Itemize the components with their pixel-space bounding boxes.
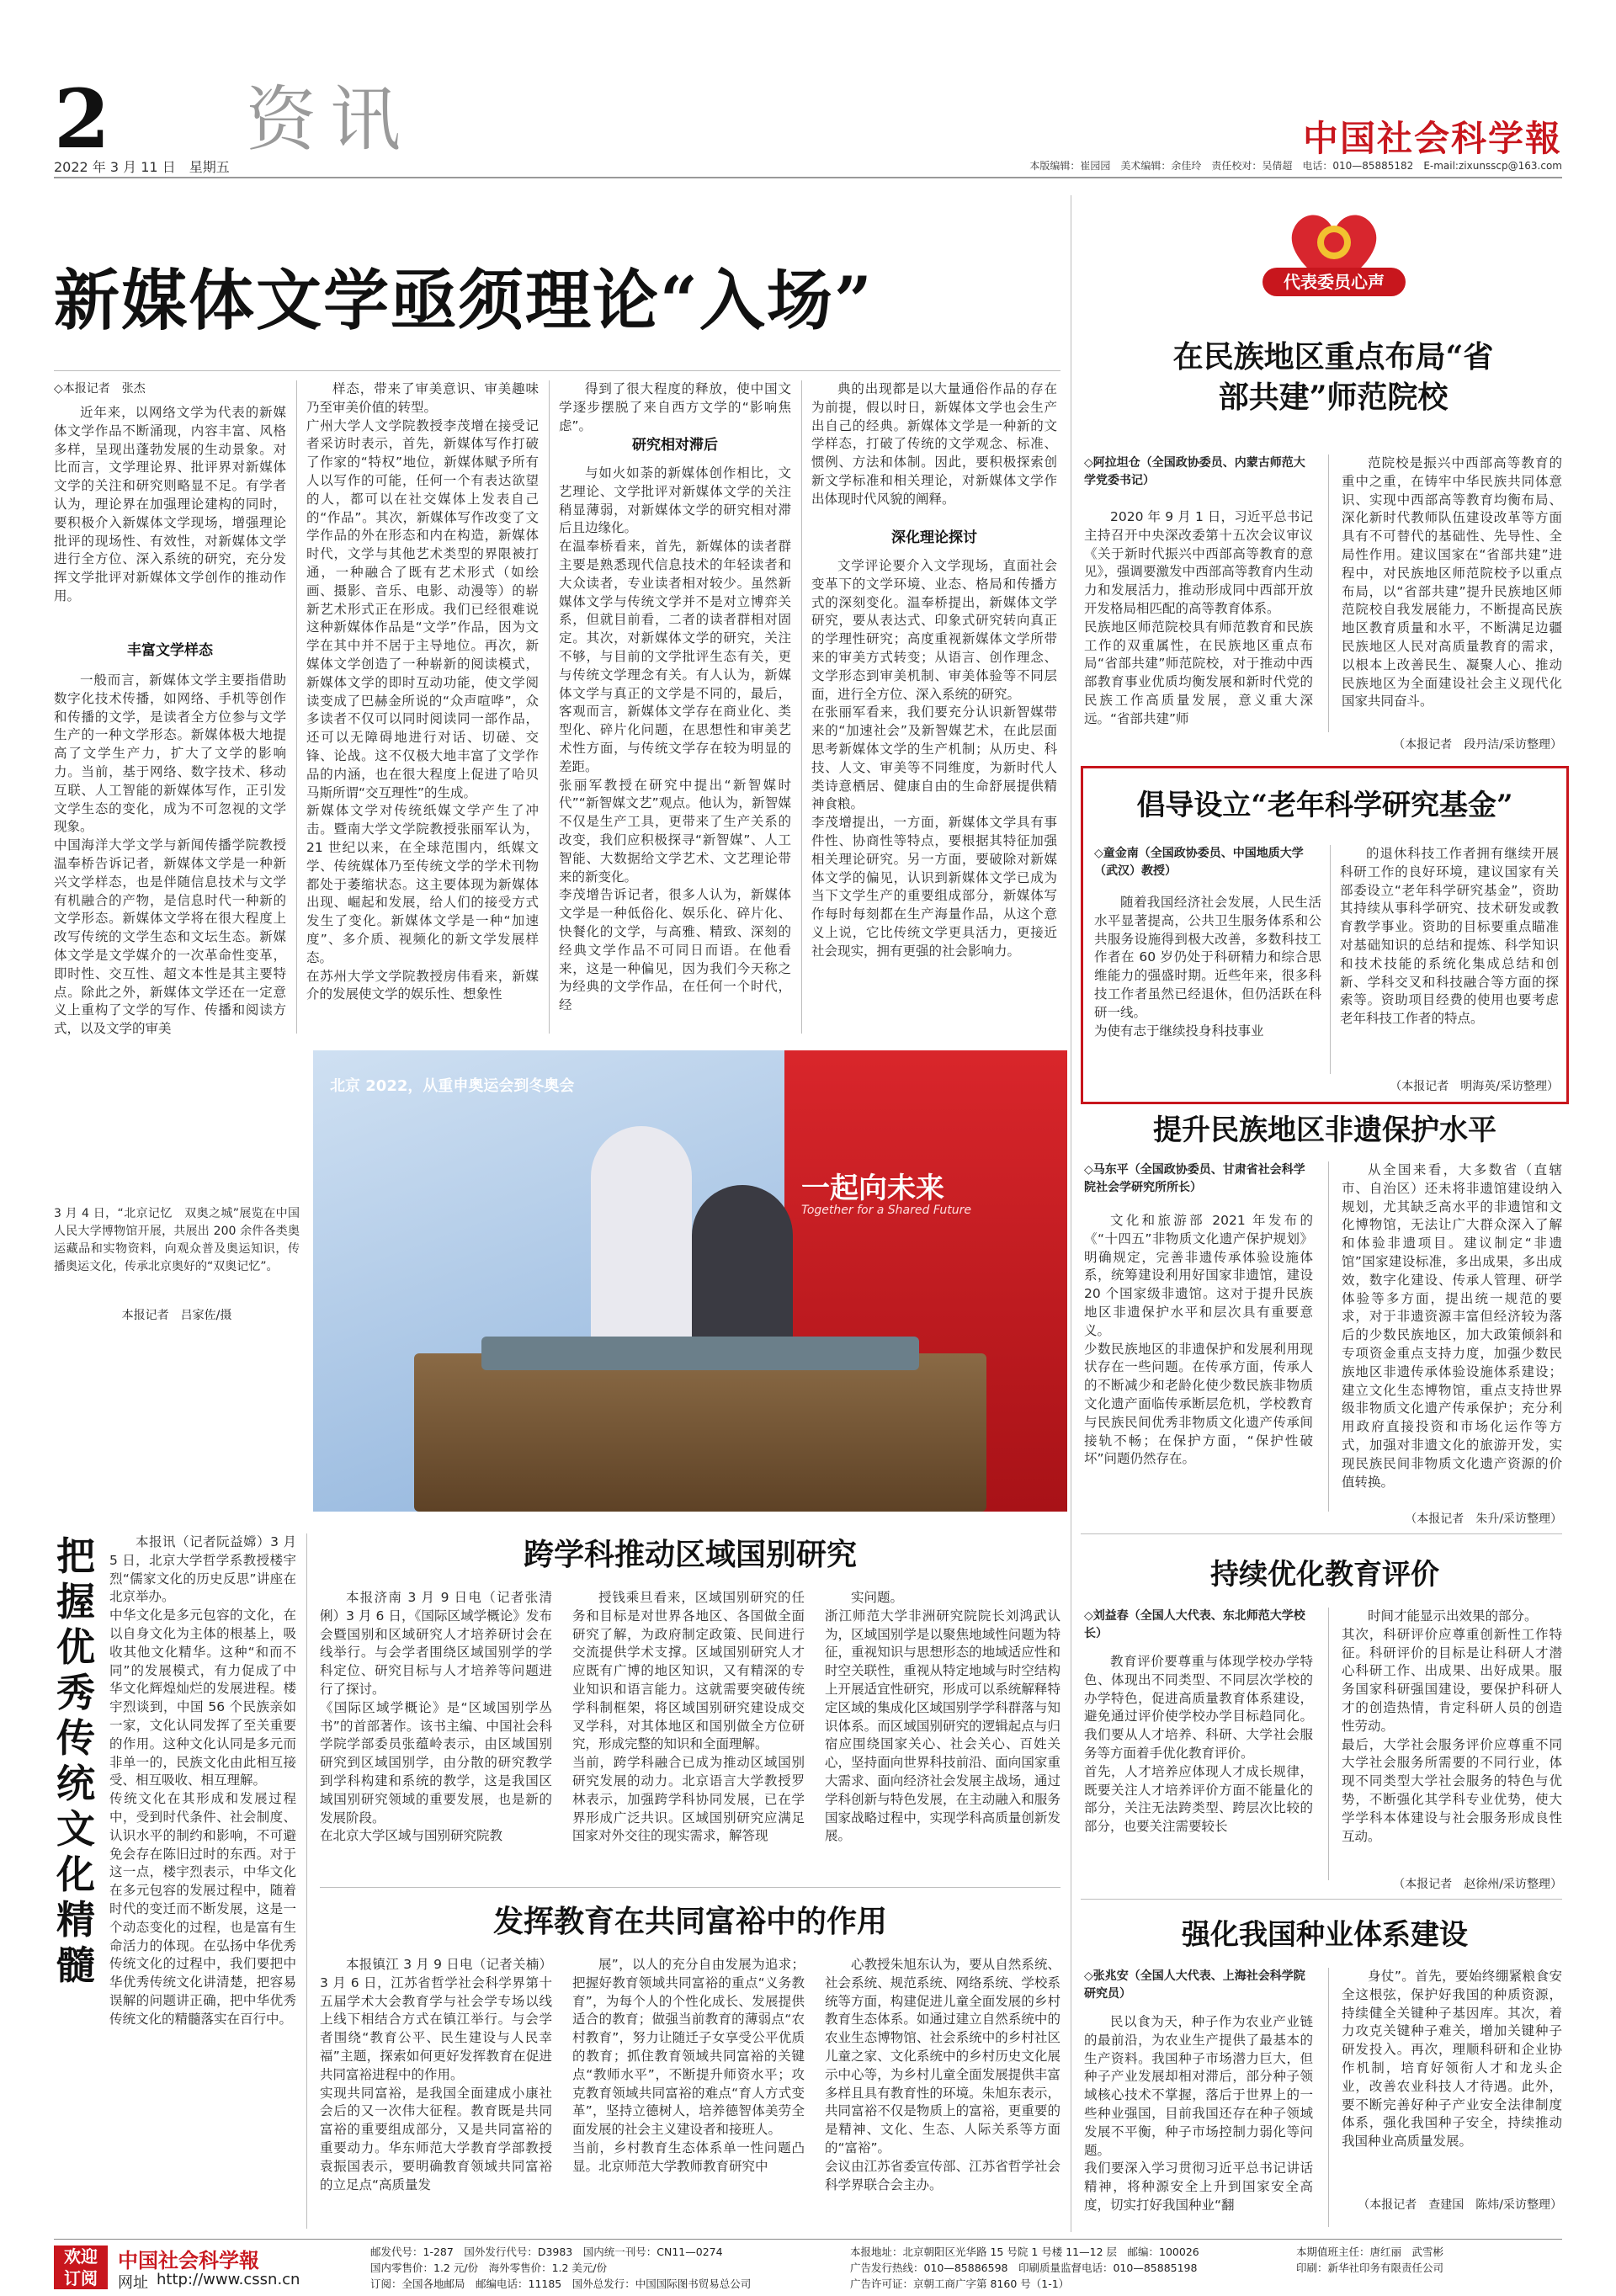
main-subhead-3: 深化理论探讨: [891, 529, 977, 546]
col-divider: [1328, 1161, 1329, 1512]
right2-col1: 随着我国经济社会发展，人民生活水平显著提高，公共卫生服务体系和公共服务设施得到极大改善，多数科技工作者在 60 岁仍处于科研精力和综合思维能力的强盛时期。近些年来，很多科技工作者虽然已经退休，但仍活跃在科研一线。 为使有志于继续投身科技事业: [1094, 895, 1321, 1039]
right2-title: 倡导设立“老年科学研究基金”: [1136, 789, 1513, 822]
photo-banner-left: 北京 2022，从重申奥运会到冬奥会: [330, 1077, 575, 1095]
section-title: 资讯: [246, 78, 415, 161]
footer-url[interactable]: http://www.cssn.cn: [157, 2271, 300, 2288]
main-col4-p1: 典的出现都是以大量通俗作品的存在为前提，假以时日，新媒体文学也会生产出自己的经典。新媒体文学是一种新的文学样态，打破了传统的文学观念、标准、惯例、方法和体制。因此，要积极探索创新文学标准和相关理论，对新媒体文学作出体现时代风貌的阐释。: [811, 381, 1057, 507]
right4-title: 持续优化教育评价: [1210, 1558, 1439, 1592]
right3-col2: 从全国来看，大多数省（直辖市、自治区）还未将非遗馆建设纳入规划，尤其缺乏高水平的非遗馆和文化博物馆，无法让广大群众深入了解和体验非遗项目。建议制定“非遗馆”国家建设标准，多出成果，多出成效，数字化建设、传承人管理、研学体验等多方面，提出统一规范的要求，对于非遗资源丰富但经济较为落后的少数民族地区，加大政策倾斜和专项资金重点支持力度，加强少数民族地区非遗传承体验设施体系建设；建立文化生态博物馆，重点支持世界级非物质文化遗产传承保护；充分利用政府直接投资和市场化运作等方式，加强对非遗文化的旅游开发，实现民族民间非物质文化遗产资源的价值转换。: [1342, 1162, 1562, 1490]
right1-credit: （本报记者 段丹洁/采访整理）: [1393, 738, 1562, 752]
mid2-title: 发挥教育在共同富裕中的作用: [492, 1904, 887, 1939]
footer-line: 本期值班主任：唐红丽 武雪彬: [1296, 2246, 1444, 2258]
mid2-col2: 展”，以人的充分自由发展为追求；把握好教育领域共同富裕的重点“义务教育”，为每个人的个性化成长、发展提供适合的教育；做强当前教育的薄弱点“农村教育”，努力让随迁子女享受公平优质的教育；抓住教育领域共同富裕的关键点“教师水平”，不断提升师资水平；攻克教育领域共同富裕的难点“育人方式变革”，坚持立德树人，培养德智体美劳全面发展的社会主义建设者和接班人。 当前，乡村教育生态体系单一性问题凸显。北京师范大学教师教育研究中: [572, 1957, 805, 2174]
paper-logo: 中国社会科学報: [1302, 118, 1562, 159]
footer-url-label: 网址: [118, 2274, 148, 2292]
photo-banner-right: 一起向未来: [801, 1172, 944, 1205]
main-col1-p2: 一般而言，新媒体文学主要指借助数字化技术传播，如网络、手机等创作和传播的文学，是读者全方位参与文学生产的一种文学形态。新媒体极大地提高了文学生产力，扩大了文学的影响力。当前，基于网络、数字技术、移动互联、人工智能的新媒体写作，正引发文学生态的变化，成为不可忽视的文学现象。 中国海洋大学文学与新闻传播学院教授温奉桥告诉记者，新媒体文学是一种新兴文学样态，也是伴随信息技术与文学有机融合的产物，是信息时代一种新的文学形态。新媒体文学将在很大程度上改写传统的文学生态和文坛生态。新媒体文学是文学媒介的一次革命性变革，即时性、交互性、超文本性是其主要特点。除此之外，新媒体文学还在一定意义上重构了文学的写作、传播和阅读方式，以及文学的审美: [54, 672, 286, 1037]
side-title: 把握优秀传统文化精髓: [56, 1533, 95, 1988]
footer-line: 订阅：全国各地邮局 邮编电话：11185 国外总发行：中国国际图书贸易总公司: [370, 2277, 752, 2290]
footer-col3: [1296, 2244, 1562, 2276]
main-subhead-2: 研究相对滞后: [632, 437, 718, 454]
mid1-title: 跨学科推动区域国别研究: [523, 1537, 857, 1572]
issue-date: 2022 年 3 月 11 日 星期五: [54, 159, 230, 175]
mid2-col3: 心教授朱旭东认为，要从自然系统、社会系统、规范系统、网络系统、学校系统等方面，构建促进儿童全面发展的乡村教育生态体系。如通过建立自然系统中的农业生态博物馆、社会系统中的乡村社区儿童之家、文化系统中的乡村历史文化展示中心等，为乡村儿童全面发展提供丰富多样且具有教育性的环境。朱旭东表示，共同富裕不仅是物质上的富裕，更重要的是精神、文化、生态、人际关系等方面的“富裕”。 会议由江苏省委宣传部、江苏省哲学社会科学界联合会主办。: [825, 1957, 1060, 2192]
side-text: 本报讯（记者阮益嫦）3 月 5 日，北京大学哲学系教授楼宇烈“儒家文化的历史反思”讲座在北京举办。 中华文化是多元包容的文化，在以自身文化为主体的根基上，吸收其他文化精华。这种“和而不同”的发展模式，有力促成了中华文化辉煌灿烂的发展进程。楼宇烈谈到，中国 56 个民族亲如一家，文化认同发挥了至关重要的作用。这种文化认同是多元而非单一的，民族文化由此相互接受、相互吸收、相互理解。 传统文化在其形成和发展过程中，受到时代条件、社会制度、认识水平的制约和影响，不可避免会存在陈旧过时的东西。对于这一点，楼宇烈表示，中华文化在多元包容的发展过程中，随着时代的变迁而不断发展，这是一个动态变化的过程，也是富有生命活力的体现。在弘扬中华优秀传统文化的过程中，我们要把中华优秀传统文化讲清楚，把容易误解的问题讲正确，把中华优秀传统文化的精髓落实在百行中。: [109, 1534, 296, 2027]
mid1-col3: 实问题。 浙江师范大学非洲研究院院长刘鸿武认为，区域国别学是以聚焦地域性问题为特征，重视知识与思想形态的地域适应性和时空关联性，重视从特定地域与时空结构上开展适宜性研究，形成可以系统解释特定区域的集成化区域国别学学科群落与知识体系。而区域国别研究的逻辑起点与归宿应围绕国家关心、社会关心、百姓关心，坚持面向世界科技前沿、面向国家重大需求、面向经济社会发展主战场，通过学科创新与特色发展，在主动融入和服务国家战略过程中，实现学科高质量创新发展。: [825, 1590, 1060, 1844]
footer-line: 邮发代号：1-287 国外发行代号：D3983 国内统一刊号：CN11—0274: [370, 2246, 723, 2258]
right4-credit: （本报记者 赵徐州/采访整理）: [1393, 1878, 1562, 1891]
display-cabinet: [414, 1353, 986, 1512]
footer-line: 本报地址：北京朝阳区光华路 15 号院 1 号楼 11—12 层 邮编：100026: [850, 2246, 1199, 2258]
right5-col1: 民以食为天，种子作为农业产业链的最前沿，为农业生产提供了最基本的生产资料。我国种子市场潜力巨大，但种子产业发展却相对滞后，部分种子领域核心技术不掌握，落后于世界上的一些种业强国，目前我国还存在种子领域发展不平衡，种子市场控制力弱化等问题。 我们要深入学习贯彻习近平总书记讲话精神，将种源安全上升到国家安全高度，切实打好我国种业“翻: [1084, 2014, 1313, 2213]
headline-rule: [54, 370, 1060, 371]
right3-col1: 文化和旅游部 2021 年发布的《“十四五”非物质文化遗产保护规划》明确规定，完善非遗传承体验设施体系，统筹建设利用好国家非遗馆，建设 20 个国家级非遗馆。这对于提升民族地区非遗保护水平和层次具有重要意义。 少数民族地区的非遗保护和发展利用现状存在一些问题。在传承方面，传承人的不断减少和老龄化使少数民族非物质文化遗产面临传承断层危机，学校教育与民族民间优秀非物质文化遗产传承间接轨不畅；在保护方面，“保护性破坏”问题仍然存在。: [1084, 1213, 1313, 1467]
col-divider: [549, 380, 550, 1034]
main-col4-p2: 文学评论要介入文学现场，直面社会变革下的文学环境、业态、格局和传播方式的深刻变化。温奉桥提出，新媒体文学研究，要从表达式、印象式研究转向真正的学理性研究；高度重视新媒体文学所带来的审美方式转变；从语言、创作理念、文学形态到审美机制、审美体验等不同层面，进行全方位、深入系统的研究。 在张丽军看来，我们要充分认识新智媒带来的“加速社会”及新智媒艺术，在此层面思考新媒体文学的生产机制；从历史、科技、人文、审美等不同维度，为新时代人类诗意栖居、健康自由的生命舒展提供精神食粮。 李茂增提出，一方面，新媒体文学具有事件性、协商性等特点，要根据其特征加强相关理论研究。另一方面，要破除对新媒体文学的偏见，认识到新媒体文学已成为当下文学生产的重要组成部分，新媒体写作每时每刻都在生产海量作品，从这个意义上说，它比传统文学更具活力，更接近社会现实，拥有更强的社会影响力。: [811, 558, 1057, 959]
col-divider: [1328, 1968, 1329, 2227]
main-headline: 新媒体文学亟须理论“入场”: [54, 263, 874, 339]
right4-col2: 时间才能显示出效果的部分。 其次，科研评价应尊重创新性工作特征。科研评价的目标是让科研人才潜心科研工作、出成果、出好成果。服务国家科研强国建设，要保护科研人才的创造热情，肯定科研人员的创造性劳动。 最后，大学社会服务评价应尊重不同大学社会服务所需要的不同行业，体现不同类型大学社会服务的特色与优势，不断强化其学科专业优势，使大学学科本体建设与社会服务形成良性互动。: [1342, 1608, 1562, 1844]
mid2-col1: 本报镇江 3 月 9 日电（记者关楠）3 月 6 日，江苏省哲学社会科学界第十五届学术大会教育学与社会学专场以线上线下相结合方式在镇江举行。与会学者围绕“教育公平、民生建设与人民幸福”主题，探索如何更好发挥教育在促进共同富裕进程中的作用。 实现共同富裕，是我国全面建成小康社会后的又一次伟大征程。教育既是共同富裕的重要组成部分，又是共同富裕的重要动力。华东师范大学教育学部教授袁振国表示，要明确教育领域共同富裕的立足点“高质量发: [320, 1957, 552, 2192]
col-divider: [1328, 1608, 1329, 1880]
right4-byline: ◇刘益春（全国人大代表、东北师范大学校长）: [1084, 1609, 1305, 1640]
right2-byline: ◇童金南（全国政协委员、中国地质大学（武汉）教授）: [1094, 847, 1304, 878]
footer-paper: 中国社会科学報: [118, 2248, 259, 2272]
right2-col2: 的退休科技工作者拥有继续开展科研工作的良好环境，建议国家有关部委设立“老年科学研究基金”，资助其持续从事科学研究、技术研发或教育教学事业。资助的目标要重点瞄准对基础知识的总结和提炼、科学知识和技术技能的系统化集成总结和创新、学科交叉和科技融合等方面的探索等。资助项目经费的使用也要考虑老年科技工作者的特点。: [1340, 846, 1559, 1027]
col-divider: [801, 380, 802, 1034]
badge-label: 代表委员心声: [1262, 268, 1406, 296]
main-byline: ◇本报记者 张杰: [54, 382, 146, 396]
right3-credit: （本报记者 朱升/采访整理）: [1405, 1512, 1562, 1526]
right5-byline: ◇张兆安（全国人大代表、上海社会科学院研究员）: [1084, 1969, 1305, 2001]
section-rule: [320, 1887, 1060, 1888]
footer-line: 国内零售价：1.2 元/份 海外零售价：1.2 美元/份: [370, 2261, 608, 2274]
main-col3-p1: 得到了很大程度的释放，使中国文学逐步摆脱了来自西方文学的“影响焦虑”。: [559, 381, 791, 433]
right5-credit: （本报记者 查建国 陈炜/采访整理）: [1358, 2198, 1562, 2212]
right2-credit: （本报记者 明海英/采访整理）: [1390, 1080, 1559, 1093]
main-col1-p1: 近年来，以网络文学为代表的新媒体文学作品不断涌现，内容丰富、风格多样，呈现出蓬勃发展的生动景象。对比而言，文学理论界、批评界对新媒体文学的关注和研究则略显不足。有学者认为，理论界在加强理论建构的同时，要积极介入新媒体文学现场，增强理论批评的现场性、有效性，对新媒体文学进行全方位、深入系统的研究，充分发挥文学批评对新媒体文学创作的推动作用。: [54, 405, 286, 603]
footer-welcome: 欢迎订阅: [54, 2246, 108, 2289]
col-divider: [1328, 454, 1329, 732]
right4-col1: 教育评价要尊重与体现学校办学特色、体现出不同类型、不同层次学校的办学特色，促进高质量教育体系建设，避免通过评价使学校办学目标趋同化。我们要从人才培养、科研、大学社会服务等方面着手优化教育评价。 首先，人才培养应体现人才成长规律，既要关注人才培养评价方面不能量化的部分，关注无法跨类型、跨层次比较的部分，也要关注需要较长: [1084, 1654, 1313, 1835]
footer-rule: [54, 2239, 1562, 2240]
mid1-col2: 授钱乘旦看来，区域国别研究的任务和目标是对世界各地区、各国做全面研究了解，为政府制定政策、民间进行交流提供学术支撑。区域国别研究人才应既有广博的地区知识，又有精深的专业知识和语言能力。这就需要突破传统学科制框架，将区域国别研究建设成交叉学科，对其体地区和国别做全方位研究，形成完整的知识和全面理解。 当前，跨学科融合已成为推动区域国别研究发展的动力。北京语言大学教授罗林表示，加强跨学科协同发展，已在学界形成广泛共识。区域国别研究应满足国家对外交往的现实需求，解答现: [572, 1590, 805, 1844]
right1-col1: 2020 年 9 月 1 日，习近平总书记主持召开中央深改委第十五次会议审议《关于新时代振兴中西部高等教育的意见》，强调要激发中西部高等教育内生动力和发展活力，推动形成同中西部开放开发格局相匹配的高等教育体系。 民族地区师范院校具有师范教育和民族工作的双重属性，在民族地区重点布局“省部共建”师范院校，对于推动中西部教育事业优质均衡发展和新时代党的民族工作高质量发展，意义重大深远。“省部共建”师: [1084, 509, 1313, 726]
right1-title: 在民族地区重点布局“省部共建”师范院校: [1172, 339, 1494, 415]
main-col3-p2: 与如火如荼的新媒体创作相比，文艺理论、文学批评对新媒体文学的关注稍显薄弱，对新媒体文学的研究相对滞后且边缘化。 在温奉桥看来，首先，新媒体的读者群主要是熟悉现代信息技术的年轻读者和大众读者，专业读者相对较少。虽然新媒体文学与传统文学并不是对立博弈关系，但就目前看，二者的读者群相对固定。其次，对新媒体文学的研究，关注不够，与目前的文学批评生态有关，更与传统文学理念有关。有人认为，新媒体文学与真正的文学是不同的，最后，客观而言，新媒体文学存在商业化、类型化、碎片化问题，在思想性和审美艺术性方面，与传统文学存在较为明显的差距。 张丽军教授在研究中提出“新智媒时代”“新智媒文艺”观点。他认为，新智媒不仅是生产工具，更带来了生产关系的改变，我们应积极探寻“新智媒”、人工智能、大数据给文学艺术、文艺理论带来的新变化。 李茂增告诉记者，很多人认为，新媒体文学是一种低俗化、娱乐化、碎片化、快餐化的文学，与高雅、精致、深刻的经典文学作品不可同日而语。在他看来，这是一种偏见，因为我们今天称之为经典的文学作品，在任何一个时代，经: [559, 465, 791, 1013]
photo-caption: 3 月 4 日，“北京记忆 双奥之城”展览在中国人民大学博物馆开展，共展出 200 余件各类奥运藏品和实物资料，向观众普及奥运知识，传播奥运文化，传承北京奥好的“双奥记忆”。: [54, 1207, 300, 1273]
right1-byline: ◇阿拉坦仓（全国政协委员、内蒙古师范大学党委书记）: [1084, 456, 1305, 487]
section-rule: [1081, 1899, 1562, 1900]
right5-col2: 身仗”。首先，要始终绷紧粮食安全这根弦，保护好我国的种质资源，持续健全关键种子基因库。其次，着力攻克关键种子难关，增加关键种子研发投入。再次，理顺科研和企业协作机制，培育好领衔人才和龙头企业，改善农业科技人才待遇。此外，要不断完善好种子产业安全法律制度体系，强化我国种子安全，持续推动我国种业高质量发展。: [1342, 1969, 1562, 2150]
photo-banner-right-en: Together for a Shared Future: [801, 1204, 971, 1217]
footer-line: 印刷：新华社印务有限责任公司: [1296, 2261, 1444, 2274]
mid1-col1: 本报济南 3 月 9 日电（记者张清俐）3 月 6 日，《国际区域学概论》发布会暨国别和区域研究人才培养研讨会在线举行。与会学者围绕区域国别学的学科定位、研究目标与人才培养等问题进行了探讨。 《国际区域学概论》是“区域国别学丛书”的首部著作。该书主编、中国社会科学院学部委员张蕴岭表示，由区域国别研究到区域国别学，由分散的研究教学到学科构建和系统的教学，这是我国区域国别研究领域的重要发展，也是新的发展阶段。 在北京大学区域与国别研究院教: [320, 1590, 552, 1844]
main-subhead-1: 丰富文学样态: [127, 642, 213, 659]
main-col2: 样态，带来了审美意识、审美趣味乃至审美价值的转型。 广州大学人文学院教授李茂增在接受记者采访时表示，首先，新媒体写作打破了作家的“特权”地位，新媒体赋予所有人以写作的可能，任何一个有表达欲望的人，都可以在社交媒体上发表自己的“作品”。其次，新媒体写作改变了文学作品的外在形态和内在构造，新媒体时代，文学与其他艺术类型的界限被打通，一种融合了既有艺术形式（如绘画、摄影、音乐、电影、动漫等）的崭新艺术形式正在形成。我们已经很难说这种新媒体作品是“文学”作品，因为文学在其中并不居于主导地位。再次，新媒体文学创造了一种崭新的阅读模式，新媒体文学的即时互动功能，使文学阅读变成了巴赫金所说的“众声喧哗”，众多读者不仅可以同时阅读同一部作品，还可以无障碍地进行对话、切磋、交锋、论战。这不仅极大地丰富了文学作品的内涵，也在很大程度上促进了哈贝马斯所谓“交互理性”的生成。 新媒体文学对传统纸媒文学产生了冲击。暨南大学文学院教授张丽军认为，21 世纪以来，在全球范围内，纸媒文学、传统媒体乃至传统文学的学术刊物都处于萎缩状态。这主要体现为新媒体出现、崛起和发展，给人们的接受方式发生了变化。新媒体文学是一种“加速度”、多介质、视频化的新文学发展样态。 在苏州大学文学院教授房伟看来，新媒介的发展使文学的娱乐性、想象性: [306, 381, 539, 1002]
page-number: 2: [54, 72, 110, 167]
right3-title: 提升民族地区非遗保护水平: [1153, 1113, 1496, 1147]
footer-line: 广告许可证：京朝工商广字第 8160 号（1-1）: [850, 2277, 1070, 2290]
photo-credit: 本报记者 吕家佐/摄: [121, 1309, 232, 1322]
footer-col1: [370, 2244, 842, 2292]
right1-col2: 范院校是振兴中西部高等教育的重中之重，在铸牢中华民族共同体意识、实现中西部高等教育均衡布局、深化新时代教师队伍建设改革等方面具有不可替代的基础性、先导性、全局性作用。建议国家在“省部共建”进程中，对民族地区师范院校予以重点布局，以“省部共建”提升民族地区师范院校自我发展能力，不断提高民族地区教育质量和水平，不断满足边疆民族地区人民对高质量教育的需求，以根本上改善民生、凝聚人心、推动民族地区为全面建设社会主义现代化国家共同奋斗。: [1342, 455, 1562, 710]
col-divider: [306, 1533, 307, 2229]
staff-line: 本版编辑：崔园园 美术编辑：余佳玲 责任校对：吴倩超 电话：010—85885182 E-mail:zixunsscp@163.com: [1029, 160, 1562, 172]
news-photo: [313, 1050, 1067, 1512]
right3-byline: ◇马东平（全国政协委员、甘肃省社会科学院社会学研究所所长）: [1084, 1163, 1305, 1194]
section-rule: [1081, 1533, 1562, 1534]
col-divider: [296, 380, 297, 1034]
footer-line: 广告发行热线：010—85886598 印刷质量监督电话：010—85885198: [850, 2261, 1198, 2274]
right5-title: 强化我国种业体系建设: [1182, 1918, 1468, 1952]
masthead-rule: [54, 177, 1562, 178]
footer-col2: [850, 2244, 1271, 2292]
col-divider: [1330, 845, 1331, 1074]
cabinet-top: [481, 1337, 919, 1370]
